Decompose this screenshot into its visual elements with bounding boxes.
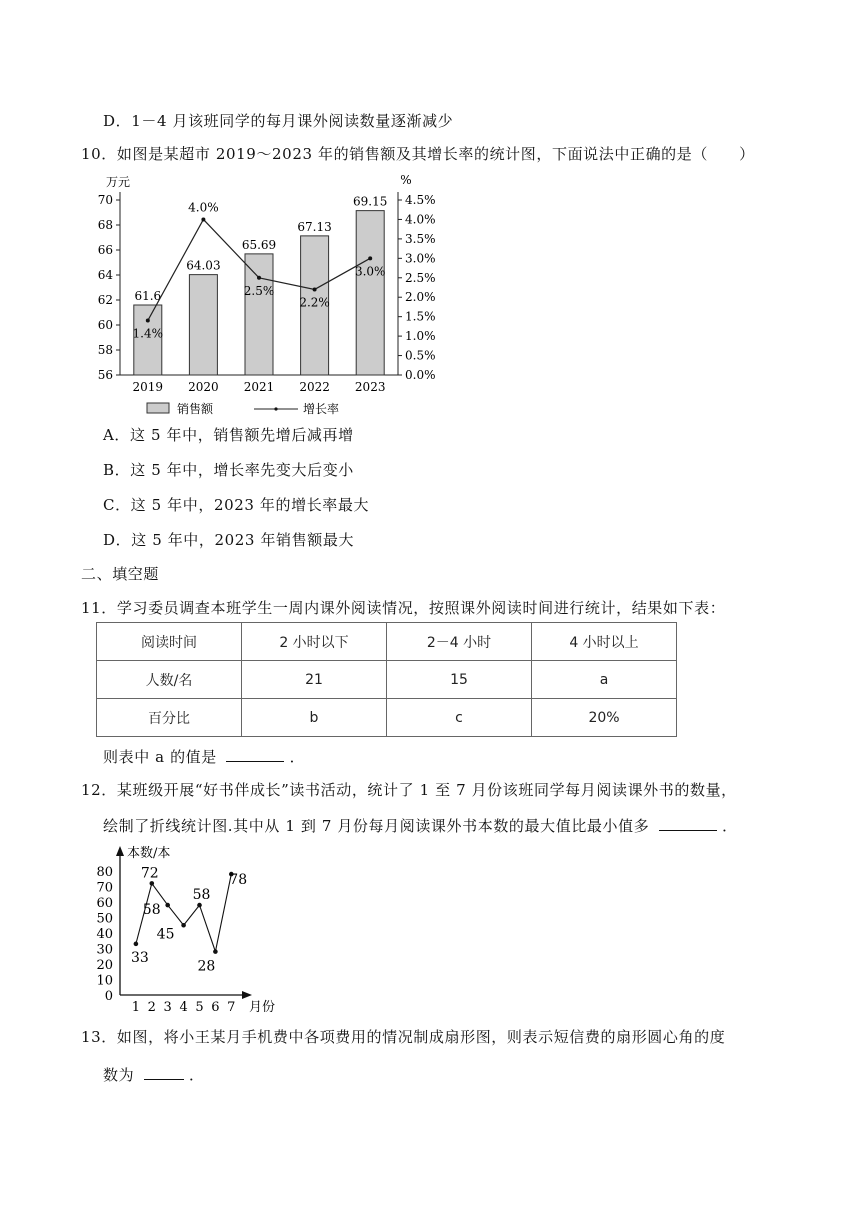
growth-rate-point — [146, 319, 150, 323]
growth-rate-label: 2.2% — [299, 295, 330, 310]
right-tick-label: 0.5% — [405, 348, 436, 363]
table-cell: 15 — [387, 661, 532, 699]
section-heading: 二、填空题 — [81, 565, 160, 583]
x-tick-label: 2019 — [132, 380, 164, 394]
x-axis-arrow-icon — [242, 991, 252, 999]
table-cell: a — [532, 661, 677, 699]
y-tick-label: 70 — [96, 880, 113, 896]
x-tick-label: 2023 — [354, 380, 386, 394]
left-tick-label: 56 — [97, 368, 113, 382]
growth-rate-label: 2.5% — [243, 283, 275, 298]
legend-line-label: 增长率 — [303, 402, 340, 416]
q11-answer-suffix: ． — [289, 748, 306, 766]
x-tick-label: 1 — [131, 1000, 141, 1015]
q11-answer-prefix: 则表中 a 的值是 — [103, 748, 217, 766]
books-point — [134, 942, 139, 947]
table-cell: 人数/名 — [97, 661, 242, 699]
growth-rate-point — [257, 276, 261, 280]
table-cell: 2－4 小时 — [387, 623, 532, 661]
left-tick-label: 66 — [97, 243, 113, 257]
q10-option-d: D．这 5 年中，2023 年销售额最大 — [103, 531, 355, 549]
sales-growth-chart — [94, 168, 454, 418]
table-cell: 百分比 — [97, 699, 242, 737]
books-value-label: 58 — [192, 887, 211, 904]
books-point — [150, 881, 155, 886]
x-tick-label: 2021 — [243, 380, 275, 394]
growth-rate-label: 1.4% — [132, 326, 164, 341]
growth-rate-label: 4.0% — [188, 200, 219, 215]
q10-stem: 10．如图是某超市 2019～2023 年的销售额及其增长率的统计图，下面说法中正确的是（ ） — [81, 145, 755, 163]
growth-rate-label: 3.0% — [354, 264, 386, 279]
sales-bar — [189, 275, 217, 375]
q13-line2 — [103, 1063, 205, 1086]
books-point — [213, 949, 218, 954]
books-point — [165, 903, 170, 908]
q11-answer — [103, 745, 305, 768]
q12-line2-text: 绘制了折线统计图.其中从 1 到 7 月份每月阅读课外书本数的最大值比最小值多 — [103, 817, 650, 835]
q12-suffix: ． — [722, 817, 738, 835]
table-cell: b — [242, 699, 387, 737]
y-tick-label: 30 — [96, 942, 113, 958]
growth-rate-point — [313, 287, 317, 291]
books-value-label: 33 — [130, 949, 149, 966]
q12-answer-blank[interactable] — [659, 814, 717, 831]
right-tick-label: 4.0% — [405, 212, 436, 227]
right-tick-label: 1.5% — [405, 309, 436, 324]
sales-value-label: 67.13 — [297, 219, 332, 234]
books-value-label: 45 — [156, 926, 175, 943]
q10-option-b: B．这 5 年中，增长率先变大后变小 — [103, 461, 354, 479]
q13-line2-text: 数为 — [103, 1066, 135, 1084]
y-tick-label: 50 — [96, 911, 113, 927]
y-tick-label: 40 — [96, 927, 113, 942]
x-tick-label: 2020 — [188, 380, 219, 394]
q10-option-c: C．这 5 年中，2023 年的增长率最大 — [103, 496, 370, 514]
sales-value-label: 69.15 — [353, 194, 388, 209]
table-row — [97, 699, 677, 737]
left-tick-label: 62 — [97, 293, 113, 307]
table-cell: 2 小时以下 — [242, 623, 387, 661]
books-value-label: 78 — [229, 872, 248, 889]
growth-rate-point — [201, 217, 205, 221]
books-value-label: 72 — [140, 865, 159, 882]
right-tick-label: 4.5% — [405, 193, 436, 207]
left-tick-label: 64 — [97, 268, 113, 282]
x-tick-label: 2022 — [299, 380, 330, 394]
x-tick-label: 7 — [227, 1000, 236, 1015]
right-tick-label: 3.0% — [405, 251, 436, 266]
monthly-books-chart — [96, 838, 276, 1018]
table-row — [97, 661, 677, 699]
y-axis-arrow-icon — [116, 846, 124, 856]
books-point — [197, 903, 202, 908]
legend-line-marker — [274, 407, 277, 410]
q13-answer-blank[interactable] — [144, 1063, 184, 1080]
q13-line1: 13．如图，将小王某月手机费中各项费用的情况制成扇形图，则表示短信费的扇形圆心角的度 — [81, 1028, 726, 1046]
table-cell: 4 小时以上 — [532, 623, 677, 661]
table-row — [97, 623, 677, 661]
right-tick-label: 2.0% — [405, 290, 436, 305]
y-tick-label: 20 — [96, 958, 113, 973]
q10-option-a: A．这 5 年中，销售额先增后减再增 — [103, 426, 354, 444]
books-value-label: 58 — [142, 902, 161, 919]
y-axis-title: 本数/本 — [127, 846, 171, 861]
q13-suffix: ． — [188, 1066, 205, 1084]
x-tick-label: 5 — [195, 1000, 204, 1015]
table-cell: 20% — [532, 699, 677, 737]
sales-bar — [356, 211, 384, 375]
books-value-label: 28 — [197, 958, 216, 975]
x-axis-title: 月份 — [249, 1000, 276, 1015]
table-cell: 阅读时间 — [97, 623, 242, 661]
legend-bar-swatch — [147, 403, 169, 413]
y-tick-label: 80 — [96, 865, 113, 880]
left-axis-unit: 万元 — [105, 175, 131, 189]
y-tick-label: 60 — [96, 896, 113, 911]
table-cell: c — [387, 699, 532, 737]
q12-line1: 12．某班级开展“好书伴成长”读书活动，统计了 1 至 7 月份该班同学每月阅读课外书的数量， — [81, 781, 737, 799]
x-tick-label: 4 — [179, 1000, 188, 1015]
right-tick-label: 0.0% — [405, 368, 436, 382]
sales-value-label: 64.03 — [186, 258, 221, 273]
y-tick-label: 0 — [104, 989, 113, 1004]
q12-line2 — [103, 814, 738, 837]
sales-value-label: 61.6 — [134, 289, 162, 303]
table-cell: 21 — [242, 661, 387, 699]
right-axis-unit: % — [400, 173, 412, 187]
sales-bar — [245, 254, 273, 375]
x-tick-label: 3 — [163, 1000, 172, 1015]
right-tick-label: 2.5% — [405, 270, 436, 285]
x-tick-label: 2 — [147, 1000, 156, 1015]
legend-bar-label: 销售额 — [177, 402, 214, 416]
left-tick-label: 58 — [97, 343, 113, 357]
left-tick-label: 60 — [97, 318, 113, 332]
right-tick-label: 1.0% — [405, 329, 436, 344]
y-tick-label: 10 — [96, 973, 113, 989]
right-tick-label: 3.5% — [405, 231, 436, 246]
books-point — [181, 923, 186, 928]
left-tick-label: 70 — [97, 193, 113, 207]
q11-stem: 11．学习委员调查本班学生一周内课外阅读情况，按照课外阅读时间进行统计，结果如下表： — [81, 599, 726, 617]
x-tick-label: 6 — [211, 1000, 220, 1015]
left-tick-label: 68 — [97, 218, 113, 232]
q11-answer-blank[interactable] — [226, 745, 284, 762]
growth-rate-point — [368, 256, 372, 260]
reading-time-table — [96, 622, 677, 737]
prev-option-d: D．1－4 月该班同学的每月课外阅读数量逐渐减少 — [103, 112, 454, 130]
sales-value-label: 65.69 — [241, 237, 277, 252]
